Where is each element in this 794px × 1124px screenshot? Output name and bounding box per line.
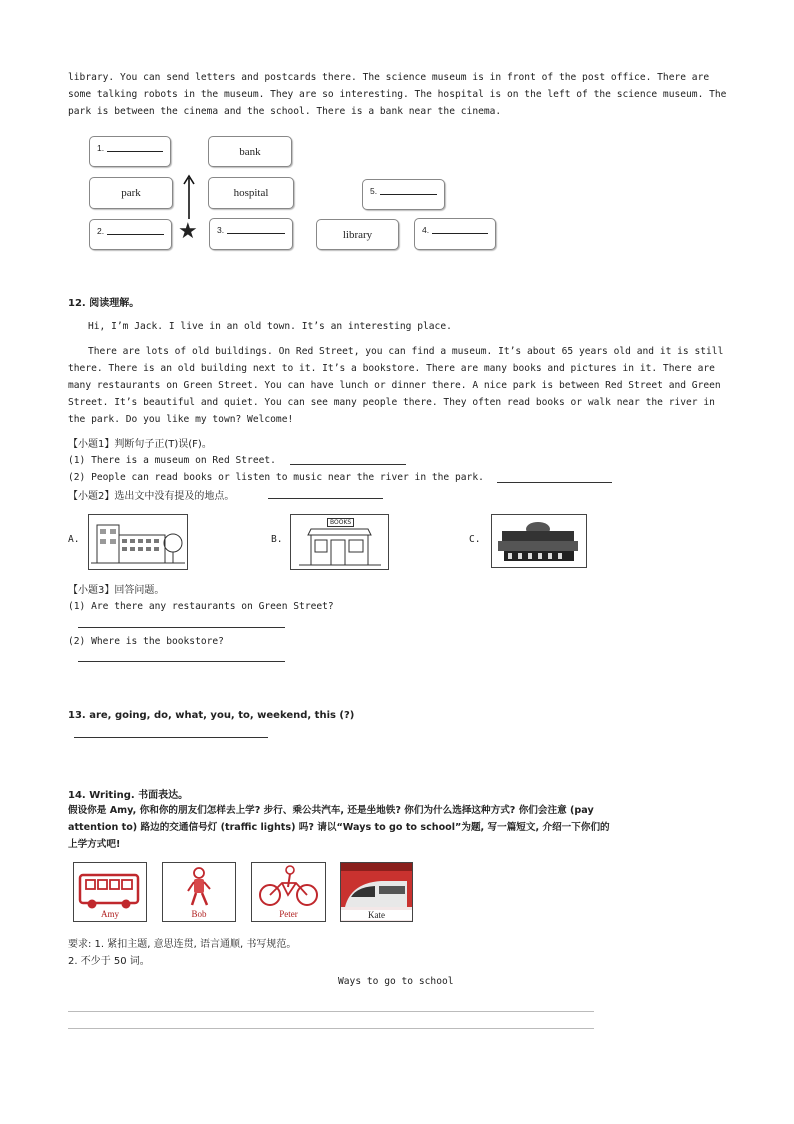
passage-line: library. You can send letters and postcards there. The science museum is in front of the post office. There are bbox=[68, 72, 710, 83]
answer-line[interactable] bbox=[78, 661, 285, 662]
answer-blank[interactable] bbox=[380, 194, 437, 195]
requirement-2-text: 2. 不少于 50 词。 bbox=[68, 956, 150, 967]
answer-line[interactable] bbox=[290, 464, 406, 465]
paragraph-line: Street. It’s beautiful and quiet. You can see many people there. They often read books or walk near the river in bbox=[68, 397, 715, 408]
star-icon: ★ bbox=[178, 219, 198, 244]
writing-line[interactable] bbox=[68, 1028, 594, 1029]
q12-paragraph-2 bbox=[68, 343, 723, 428]
option-b-label: B. bbox=[271, 534, 283, 545]
option-b-image[interactable] bbox=[290, 514, 389, 570]
prompt-line: 上学方式吧! bbox=[68, 839, 121, 850]
sub1-q2: (2) People can read books or listen to music near the river in the park. bbox=[68, 472, 484, 483]
sub3-q2: (2) Where is the bookstore? bbox=[68, 636, 224, 647]
caption-peter: Peter bbox=[279, 909, 298, 919]
option-a-image[interactable] bbox=[88, 514, 188, 570]
sub3-title: 【小题3】回答问题。 bbox=[68, 585, 165, 596]
picture-bob-walk bbox=[162, 862, 236, 922]
box-number: 3. bbox=[217, 225, 225, 235]
museum-building-icon bbox=[492, 515, 586, 567]
bookstore-sign: BOOKS bbox=[327, 518, 354, 527]
school-building-icon bbox=[89, 515, 187, 569]
answer-line[interactable] bbox=[497, 482, 612, 483]
q12-paragraph-1: Hi, I’m Jack. I live in an old town. It’s an interesting place. bbox=[88, 321, 452, 332]
writing-line[interactable] bbox=[68, 1011, 594, 1012]
up-arrow-icon bbox=[182, 174, 196, 220]
box-number: 1. bbox=[97, 143, 105, 153]
passage-line: park is between the cinema and the school. There is a bank near the cinema. bbox=[68, 106, 502, 117]
picture-peter-bike bbox=[251, 862, 326, 922]
answer-line[interactable] bbox=[78, 627, 285, 628]
map-box-4 bbox=[414, 218, 496, 250]
map-box-2 bbox=[89, 219, 172, 250]
box-number: 2. bbox=[97, 226, 105, 236]
caption-amy: Amy bbox=[101, 909, 119, 919]
map-box-hospital bbox=[208, 177, 294, 209]
paragraph-line: many restaurants on Green Street. You can have lunch or dinner there. A nice park is between Red Street and Green bbox=[68, 380, 721, 391]
essay-title: Ways to go to school bbox=[338, 976, 454, 987]
box-label: bank bbox=[239, 145, 261, 158]
answer-line[interactable] bbox=[74, 737, 268, 738]
sub3-q1: (1) Are there any restaurants on Green Street? bbox=[68, 601, 334, 612]
map-box-park bbox=[89, 177, 173, 209]
map-box-bank bbox=[208, 136, 292, 167]
answer-blank[interactable] bbox=[227, 233, 285, 234]
paragraph-line: the park. Do you like my town? Welcome! bbox=[68, 414, 294, 425]
map-box-3 bbox=[209, 218, 293, 250]
option-a-label: A. bbox=[68, 534, 80, 545]
requirement-2 bbox=[68, 952, 150, 967]
answer-blank[interactable] bbox=[107, 234, 164, 235]
prompt-line: 假设你是 Amy, 你和你的朋友们怎样去上学? 步行、乘公共汽车, 还是坐地铁? 你们为什么选择这种方式? 你们会注意 (pay bbox=[68, 805, 594, 816]
caption-bob: Bob bbox=[191, 909, 207, 919]
q14-prompt bbox=[68, 802, 610, 853]
option-c-label: C. bbox=[469, 534, 481, 545]
paragraph-line: there. There is an old building next to it. It’s a bookstore. There are many books and pictures in it. There are bbox=[68, 363, 715, 374]
passage-line: some talking robots in the museum. They are so interesting. The hospital is on the left of the science museum. The bbox=[68, 89, 727, 100]
sub1-title: 【小题1】判断句子正(T)误(F)。 bbox=[68, 439, 212, 450]
map-box-5 bbox=[362, 179, 445, 210]
q12-title: 12. 阅读理解。 bbox=[68, 298, 140, 309]
q14-title: 14. Writing. 书面表达。 bbox=[68, 790, 189, 801]
box-number: 5. bbox=[370, 186, 378, 196]
picture-amy-bus bbox=[73, 862, 147, 922]
passage-top bbox=[68, 69, 726, 120]
prompt-line: attention to) 路边的交通信号灯 (traffic lights) 吗? 请以“Ways to go to school”为题, 写一篇短文, 介绍一下你们的 bbox=[68, 822, 610, 833]
caption-kate: Kate bbox=[341, 910, 412, 920]
box-label: hospital bbox=[233, 187, 269, 199]
requirement-1: 要求: 1. 紧扣主题, 意思连贯, 语言通顺, 书写规范。 bbox=[68, 939, 297, 950]
map-box-library bbox=[316, 219, 399, 250]
box-number: 4. bbox=[422, 225, 430, 235]
paragraph-line: There are lots of old buildings. On Red Street, you can find a museum. It’s about 65 years old and it is still bbox=[88, 346, 724, 357]
q13-text: 13. are, going, do, what, you, to, weekend, this (?) bbox=[68, 710, 355, 721]
answer-blank[interactable] bbox=[432, 233, 488, 234]
box-label: library bbox=[342, 228, 373, 241]
picture-kate-subway bbox=[340, 862, 413, 922]
option-c-image[interactable] bbox=[491, 514, 587, 568]
box-label: park bbox=[121, 187, 141, 199]
sub2-title: 【小题2】选出文中没有提及的地点。 bbox=[68, 491, 235, 502]
answer-blank[interactable] bbox=[107, 151, 163, 152]
map-box-1 bbox=[89, 136, 171, 167]
answer-line[interactable] bbox=[268, 498, 383, 499]
sub1-q1: (1) There is a museum on Red Street. bbox=[68, 455, 276, 466]
